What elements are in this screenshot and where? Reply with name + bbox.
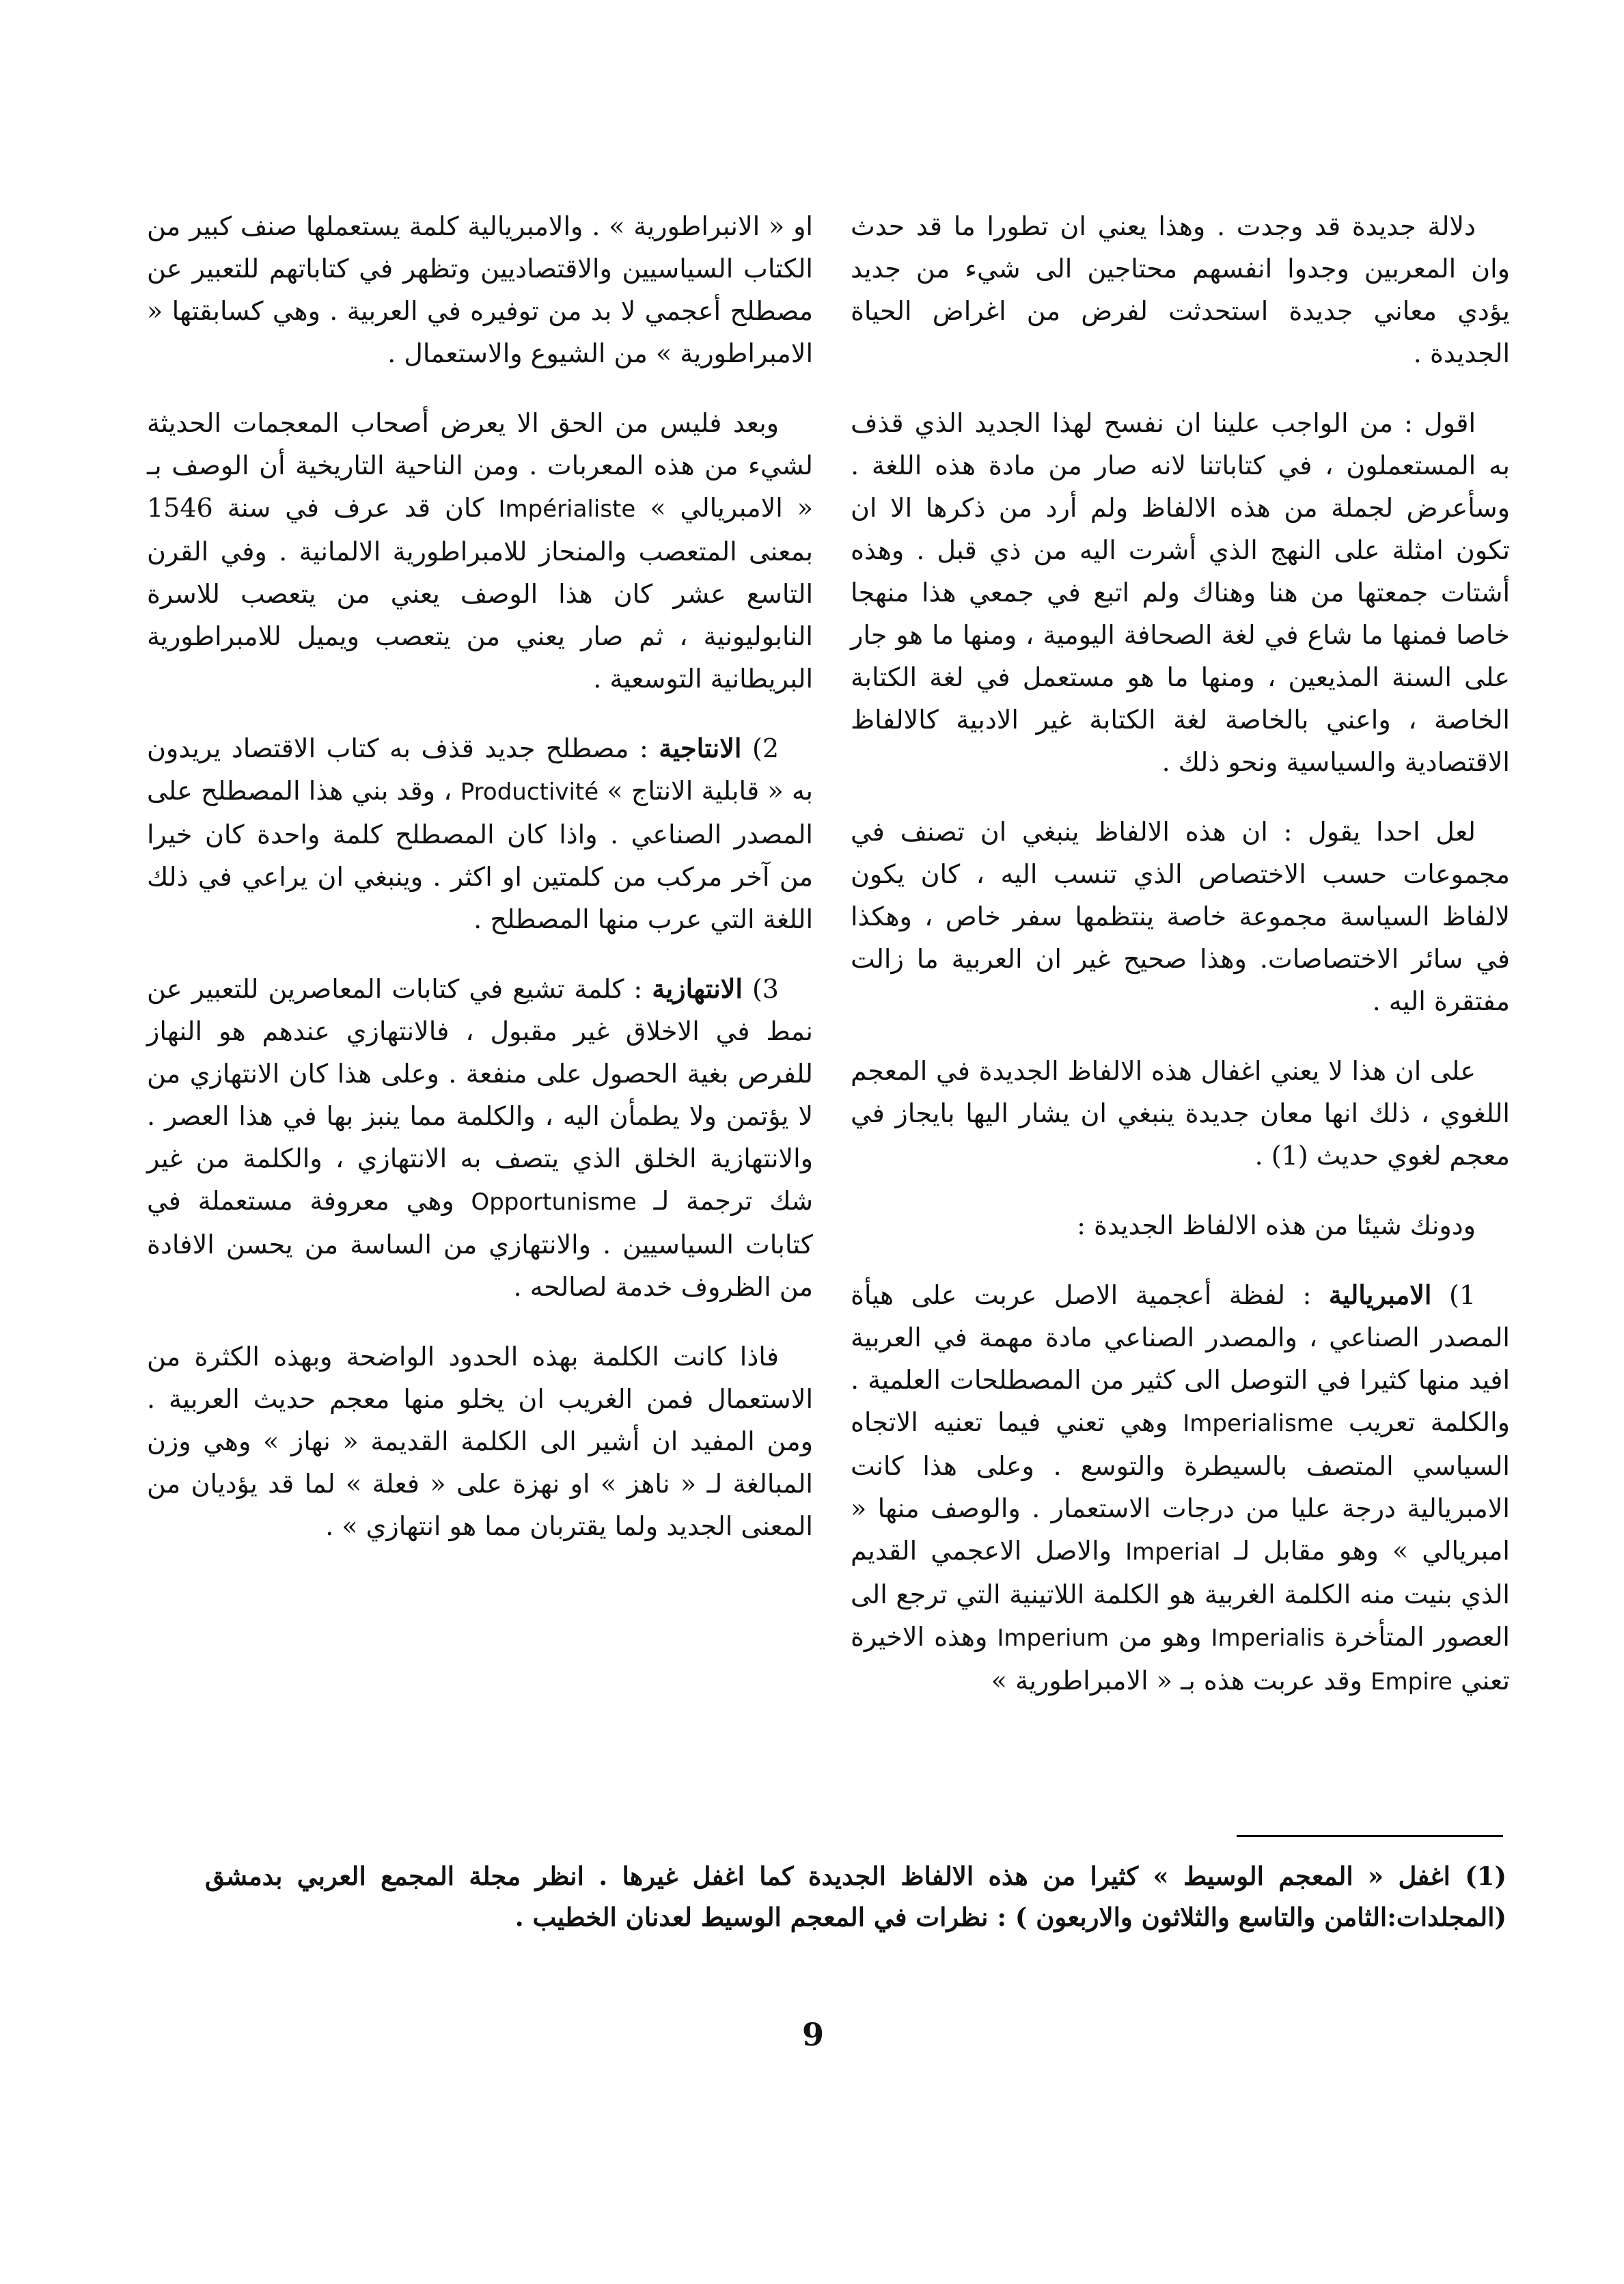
entry-productivity [147,727,813,940]
latin-term: Imperial [1125,1538,1221,1566]
entry-text: وهذه الاخيرة تعني [851,1622,1510,1696]
entry-opportunism [147,968,813,1308]
entry-text: : مصطلح جديد قذف به كتاب الاقتصاد يريدون به « قابلية الانتاج » [147,733,813,806]
entry-term: الانتاجية [659,733,742,763]
page-number: 9 [801,2016,824,2053]
left-paragraph-5: فاذا كانت الكلمة بهذه الحدود الواضحة وبهذه الكثرة من الاستعمال فمن الغريب ان يخلو منها معجم حديث العربية . ومن المفيد ان أشير الى الكلمة القديمة « نهاز » وهي وزن المبالغة لـ « ناهز » او نهزة على « فعلة » لما قد يؤديان من المعنى الجديد ولما يقتربان مما هو انتهازي » . [147,1342,813,1541]
latin-term: Imperialisme [1183,1410,1334,1437]
entry-text: وهي تعني فيما تعنيه الاتجاه السياسي المتصف بالسيطرة والتوسع . وعلى هذا كانت الامبريالية درجة عليا من درجات الاستعمار . والوصف منها « امبريالي » وهو مقابل لـ [851,1407,1510,1566]
latin-term: Imperium [997,1624,1110,1652]
footnote: (1) اغفل « المعجم الوسيط » كثيرا من هذه الالفاظ الجديدة كما اغفل غيرها . انظر مجلة المجمع العربي بدمشق (المجلدات:الثامن والتاسع والثلاثون والاربعون ) : نظرات في المعجم الوسيط لعدنان الخطيب . [205,1861,1506,1932]
entry-term: الامبريالية [1328,1279,1432,1310]
right-paragraph-1: دلالة جديدة قد وجدت . وهذا يعني ان تطورا ما قد حدث وان المعربين وجدوا انفسهم محتاجين الى شيء من جديد يؤدي معاني جديدة استحدثت لفرض من اغراض الحياة الجديدة . [851,211,1510,368]
right-paragraph-5: ودونك شيئا من هذه الالفاظ الجديدة : [1077,1210,1476,1240]
entry-number: 3) [752,974,779,1004]
left-column [147,205,813,1575]
entry-number: 1) [1448,1280,1476,1310]
entry-term: الانتهازية [652,973,743,1004]
entry-imperialism [851,1274,1510,1703]
entry-text: والاصل الاعجمي القديم الذي بنيت منه الكلمة الغربية هو الكلمة اللاتينية التي ترجع الى العصور المتأخرة [851,1536,1510,1652]
entry-text: وهو من [1118,1622,1202,1652]
latin-term: Impérialiste [498,495,636,523]
entry-text: ، وقد بني هذا المصطلح على المصدر الصناعي . واذا كان المصطلح كلمة واحدة كان خيرا من آخر مركب من كلمتين او اكثر . وينبغي ان يراعي في ذلك اللغة التي عرب منها المصطلح . [147,776,813,934]
right-paragraph-2: اقول : من الواجب علينا ان نفسح لهذا الجديد الذي قذف به المستعملون ، في كتاباتنا لانه صار من مادة هذه اللغة . وسأعرض لجملة من هذه الالفاظ ولم أرد من ذكرها الا ان تكون امثلة على النهج الذي أشرت اليه من ذي قبل . وهذه أشتات جمعتها من هنا وهناك ولم اتبع في جمعي هذا منهجا خاصا فمنها ما شاع في لغة الصحافة اليومية ، ومنها ما هو جار على السنة المذيعين ، ومنها ما هو مستعمل في لغة الكتابة الخاصة ، واعني بالخاصة لغة الكتابة غير الادبية كالالفاظ الاقتصادية والسياسية ونحو ذلك . [851,408,1510,777]
latin-term: Imperialis [1211,1624,1325,1652]
footnote-separator [1237,1835,1503,1837]
entry-text: وهي معروفة مستعملة في كتابات السياسيين . والانتهازي من الساسة من يحسن الافادة من الظروف خدمة لصالحه . [147,1186,813,1302]
left-paragraph-1: او « الانبراطورية » . والامبريالية كلمة يستعملها صنف كبير من الكتاب السياسيين والاقتصاديين وتظهر في كتاباتهم للتعبير عن مصطلح أعجمي لا بد من توفيره في العربية . وهي كسابقتها « الامبراطورية » من الشيوع والاستعمال . [147,211,813,368]
left-paragraph-2 [147,402,813,700]
entry-number: 2) [752,733,779,763]
right-column [851,205,1510,1730]
paragraph-text: وبعد فليس من الحق الا يعرض أصحاب المعجمات الحديثة لشيء من هذه المعربات . ومن الناحية التاريخية أن الوصف بـ « الامبريالي » [147,408,813,523]
entry-text: وقد عربت هذه بـ « الامبراطورية » [991,1666,1362,1696]
latin-term: Productivité [460,778,599,806]
right-paragraph-4: على ان هذا لا يعني اغفال هذه الالفاظ الجديدة في المعجم اللغوي ، ذلك انها معان جديدة ينبغي ان يشار اليها بايجاز في معجم لغوي حديث (1) . [851,1056,1510,1171]
right-paragraph-3: لعل احدا يقول : ان هذه الالفاظ ينبغي ان تصنف في مجموعات حسب الاختصاص الذي تنسب اليه ، كان يكون لالفاظ السياسة مجموعة خاصة ينتظمها سفر خاص ، وهكذا في سائر الاختصاصات. وهذا صحيح غير ان العربية ما زالت مفتقرة اليه . [851,817,1510,1016]
latin-term: Opportunisme [471,1188,637,1216]
entry-text: : كلمة تشيع في كتابات المعاصرين للتعبير عن نمط في الاخلاق غير مقبول ، فالانتهازي عندهم هو النهاز للفرص بغية الحصول على منفعة . وعلى هذا كان الانتهازي من لا يؤتمن ولا يطمأن اليه ، والكلمة مما ينبز بها في هذا العصر . والانتهازية الخلق الذي يتصف به الانتهازي ، والكلمة من غير شك ترجمة لـ [147,974,813,1216]
paragraph-text: كان قد عرف في سنة 1546 بمعنى المتعصب والمنحاز للامبراطورية الالمانية . وفي القرن التاسع عشر كان هذا الوصف يعني من يتعصب للاسرة النابوليونية ، ثم صار يعني من يتعصب ويميل للامبراطورية البريطانية التوسعية . [147,493,813,694]
entry-text: : لفظة أعجمية الاصل عربت على هيأة المصدر الصناعي ، والمصدر الصناعي مادة مهمة في العربية افيد منها كثيرا في التوصل الى كثير من المصطلحات العلمية . والكلمة تعريب [851,1280,1510,1437]
latin-term: Empire [1371,1668,1453,1696]
